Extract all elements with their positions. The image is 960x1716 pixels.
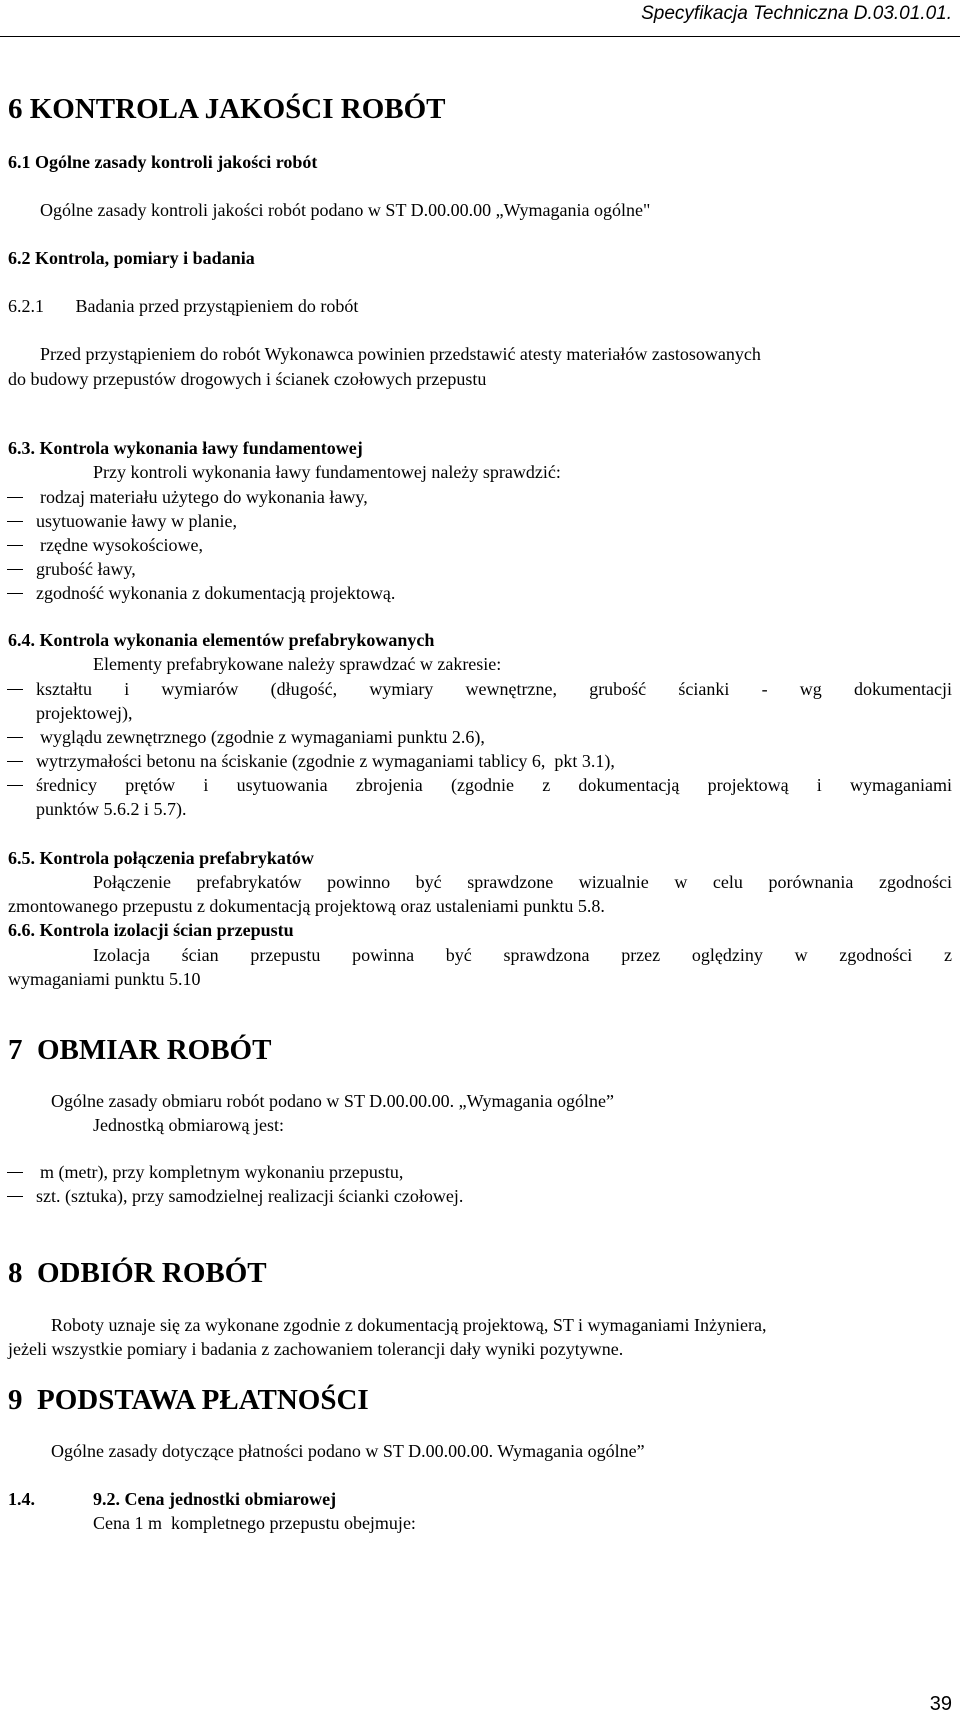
list-item: grubość ławy,	[36, 559, 136, 579]
section-6-2-1-heading: 6.2.1 Badania przed przystąpieniem do robót	[8, 296, 359, 316]
section-8-heading: 8 ODBIÓR ROBÓT	[8, 1257, 267, 1289]
section-9-2-text: Cena 1 m kompletnego przepustu obejmuje:	[93, 1513, 416, 1533]
running-header: Specyfikacja Techniczna D.03.01.01.	[641, 3, 952, 24]
section-6-1-text: Ogólne zasady kontroli jakości robót podano w ST D.00.00.00 „Wymagania ogólne"	[40, 200, 651, 220]
section-6-2-1-line2: do budowy przepustów drogowych i ścianek czołowych przepustu	[8, 369, 487, 389]
section-9-text: Ogólne zasady dotyczące płatności podano w ST D.00.00.00. Wymagania ogólne”	[51, 1441, 645, 1461]
list-item: usytuowanie ławy w planie,	[36, 511, 237, 531]
section-6-2-1-line1: Przed przystąpieniem do robót Wykonawca powinien przedstawić atesty materiałów zastosowanych	[40, 344, 761, 364]
section-6-3-title: Kontrola wykonania ławy fundamentowej	[39, 438, 363, 458]
section-6-5-line2: zmontowanego przepustu z dokumentacją projektową oraz ustaleniami punktu 5.8.	[8, 896, 605, 916]
section-6-5-number: 6.5.	[8, 848, 35, 868]
list-item-line: kształtu i wymiarów (długość, wymiary wewnętrzne, grubość ścianki - wg dokumentacji	[36, 679, 952, 699]
page-number: 39	[929, 1693, 952, 1715]
section-6-4-heading	[8, 628, 434, 652]
section-6-4-number: 6.4.	[8, 630, 35, 650]
section-6-5-title: Kontrola połączenia prefabrykatów	[39, 848, 314, 868]
section-8-line2: jeżeli wszystkie pomiary i badania z zachowaniem tolerancji dały wyniki pozytywne.	[8, 1339, 624, 1359]
list-dash	[7, 1196, 23, 1197]
section-6-4-intro: Elementy prefabrykowane należy sprawdzać w zakresie:	[93, 654, 502, 674]
list-item: m (metr), przy kompletnym wykonaniu przepustu,	[40, 1162, 404, 1182]
list-dash	[7, 593, 23, 594]
section-6-5-heading	[8, 846, 314, 870]
section-6-6-number: 6.6.	[8, 920, 35, 940]
section-6-3-number: 6.3.	[8, 438, 35, 458]
section-9-2-heading	[93, 1487, 336, 1511]
section-6-5-line1: Połączenie prefabrykatów powinno być sprawdzone wizualnie w celu porównania zgodności	[93, 872, 952, 892]
list-item: zgodność wykonania z dokumentacją projektową.	[36, 583, 396, 603]
list-dash	[7, 785, 23, 786]
list-dash	[7, 1172, 23, 1173]
section-6-1-heading: 6.1 Ogólne zasady kontroli jakości robót	[8, 152, 318, 172]
section-9-heading: 9 PODSTAWA PŁATNOŚCI	[8, 1384, 369, 1416]
section-6-6-line1: Izolacja ścian przepustu powinna być sprawdzona przez oględziny w zgodności z	[93, 945, 952, 965]
section-7-text: Ogólne zasady obmiaru robót podano w ST D.00.00.00. „Wymagania ogólne”	[51, 1091, 614, 1111]
section-6-3-heading	[8, 436, 363, 460]
section-7-unit-intro: Jednostką obmiarową jest:	[93, 1115, 284, 1135]
section-6-6-title: Kontrola izolacji ścian przepustu	[39, 920, 294, 940]
section-6-4-title: Kontrola wykonania elementów prefabrykowanych	[39, 630, 435, 650]
list-item: wytrzymałości betonu na ściskanie (zgodnie z wymaganiami tablicy 6, pkt 3.1),	[36, 751, 615, 771]
list-item-line: punktów 5.6.2 i 5.7).	[36, 799, 187, 819]
list-dash	[7, 545, 23, 546]
section-7-heading: 7 OBMIAR ROBÓT	[8, 1034, 272, 1066]
list-dash	[7, 521, 23, 522]
list-dash	[7, 497, 23, 498]
list-dash	[7, 569, 23, 570]
list-dash	[7, 737, 23, 738]
section-9-2-title: Cena jednostki obmiarowej	[124, 1489, 337, 1509]
section-9-sub-number-a: 1.4.	[8, 1489, 35, 1509]
list-dash	[7, 689, 23, 690]
section-6-6-line2: wymaganiami punktu 5.10	[8, 969, 201, 989]
list-item: rodzaj materiału użytego do wykonania ławy,	[40, 487, 368, 507]
list-item: rzędne wysokościowe,	[40, 535, 203, 555]
list-item-line: średnicy prętów i usytuowania zbrojenia (zgodnie z dokumentacją projektową i wymaganiami	[36, 775, 952, 795]
section-9-2-number: 9.2.	[93, 1489, 120, 1509]
section-6-2-heading: 6.2 Kontrola, pomiary i badania	[8, 248, 255, 268]
list-item-line: projektowej),	[36, 703, 133, 723]
section-6-heading: 6 KONTROLA JAKOŚCI ROBÓT	[8, 93, 446, 125]
list-item: szt. (sztuka), przy samodzielnej realizacji ścianki czołowej.	[36, 1186, 464, 1206]
list-item: wyglądu zewnętrznego (zgodnie z wymaganiami punktu 2.6),	[40, 727, 485, 747]
section-6-3-intro: Przy kontroli wykonania ławy fundamentowej należy sprawdzić:	[93, 462, 561, 482]
section-6-6-heading	[8, 918, 294, 942]
section-8-line1: Roboty uznaje się za wykonane zgodnie z dokumentacją projektową, ST i wymaganiami Inżyniera,	[51, 1315, 767, 1335]
list-dash	[7, 761, 23, 762]
